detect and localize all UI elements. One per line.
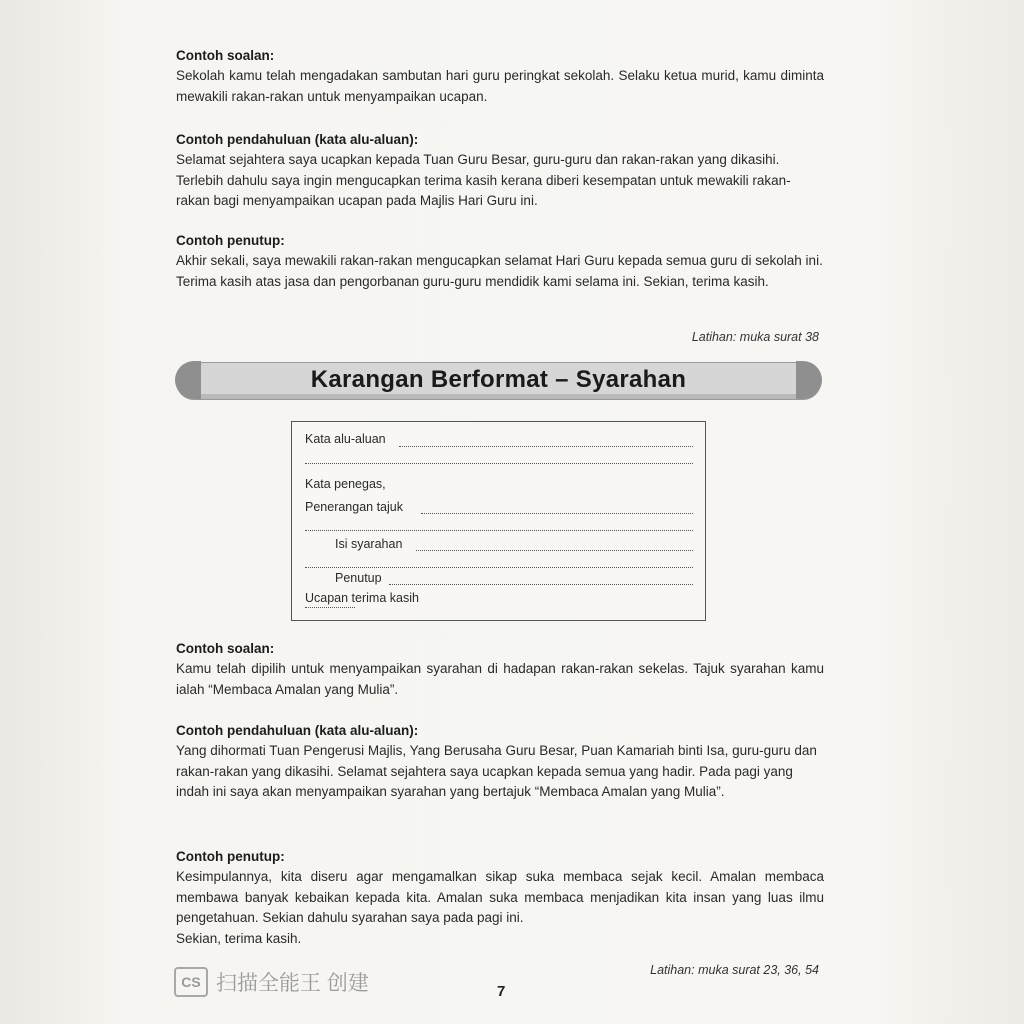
scanner-watermark: [174, 967, 369, 997]
section-title: Karangan Berformat – Syarahan: [310, 366, 687, 393]
part2-soalan-text: Kamu telah dipilih untuk menyampaikan syarahan di hadapan rakan-rakan sekelas. Tajuk syarahan kamu ialah “Membaca Amalan yang Mulia”.: [176, 661, 824, 697]
part1-soalan: [176, 48, 824, 107]
outline-isi-syarahan: Isi syarahan: [335, 537, 403, 551]
outline-dotted-line: [305, 567, 693, 568]
watermark-text: 扫描全能王 创建: [216, 972, 369, 995]
outline-dotted-line: [305, 463, 693, 464]
outline-dotted-line: [399, 446, 693, 447]
outline-penerangan-tajuk: Penerangan tajuk: [305, 500, 403, 514]
outline-dotted-line: [421, 513, 693, 514]
outline-kata-alu-aluan: Kata alu-aluan: [305, 432, 386, 446]
part1-latihan-reference: Latihan: muka surat 38: [691, 330, 819, 344]
page-number: 7: [497, 983, 506, 1000]
part2-penutup: [176, 849, 824, 949]
part2-pendahuluan-text: Yang dihormati Tuan Pengerusi Majlis, Yang Berusaha Guru Besar, Puan Kamariah binti Isa, guru-guru dan rakan-rakan yang dikasihi. Selamat sejahtera saya ucapkan kepada semua yang hadir. Pada pagi yang indah ini saya akan menyampaikan syarahan yang bertajuk “Membaca Amalan yang Mulia”.: [176, 743, 817, 799]
part2-pendahuluan-heading: Contoh pendahuluan (kata alu-aluan):: [176, 723, 419, 738]
outline-ucapan-terima-kasih: Ucapan terima kasih: [305, 591, 419, 605]
outline-dotted-line: [305, 530, 693, 531]
camscanner-logo-icon: CS: [174, 967, 208, 997]
part2-latihan-reference: Latihan: muka surat 23, 36, 54: [650, 963, 819, 977]
part1-penutup-text: Akhir sekali, saya mewakili rakan-rakan mengucapkan selamat Hari Guru kepada semua guru di sekolah ini. Terima kasih atas jasa dan pengorbanan guru-guru mendidik kami selama ini. Sekian, terima kasih.: [176, 253, 823, 289]
part2-soalan: [176, 641, 824, 700]
part1-pendahuluan-heading: Contoh pendahuluan (kata alu-aluan):: [176, 132, 419, 147]
part2-penutup-closing: Sekian, terima kasih.: [176, 930, 302, 946]
part2-soalan-heading: Contoh soalan:: [176, 641, 275, 656]
part2-penutup-heading: Contoh penutup:: [176, 849, 285, 864]
format-outline-box: [291, 421, 706, 621]
part1-pendahuluan: [176, 132, 824, 212]
part1-penutup: [176, 233, 824, 292]
part1-soalan-heading: Contoh soalan:: [176, 48, 275, 63]
part1-soalan-text: Sekolah kamu telah mengadakan sambutan hari guru peringkat sekolah. Selaku ketua murid, kamu diminta mewakili rakan-rakan untuk menyampaikan ucapan.: [176, 68, 824, 104]
outline-kata-penegas: Kata penegas,: [305, 477, 386, 491]
part1-penutup-heading: Contoh penutup:: [176, 233, 285, 248]
outline-dotted-line: [416, 550, 693, 551]
section-title-banner: [176, 362, 821, 400]
outline-penutup: Penutup: [335, 571, 382, 585]
part1-pendahuluan-text: Selamat sejahtera saya ucapkan kepada Tuan Guru Besar, guru-guru dan rakan-rakan yang dikasihi. Terlebih dahulu saya ingin mengucapkan terima kasih kerana diberi kesempatan untuk mewakili rakan-rakan bagi menyampaikan ucapan pada Majlis Hari Guru ini.: [176, 152, 791, 208]
part2-penutup-text: Kesimpulannya, kita diseru agar mengamalkan sikap suka membaca sejak kecil. Amalan membaca membawa banyak kebaikan kepada kita. Amalan suka membaca menjadikan kita insan yang luas ilmu pengetahuan. Sekian dahulu syarahan saya pada pagi ini.: [176, 869, 824, 925]
part2-pendahuluan: [176, 723, 824, 803]
outline-dotted-line: [389, 584, 693, 585]
outline-dotted-line: [305, 607, 355, 608]
